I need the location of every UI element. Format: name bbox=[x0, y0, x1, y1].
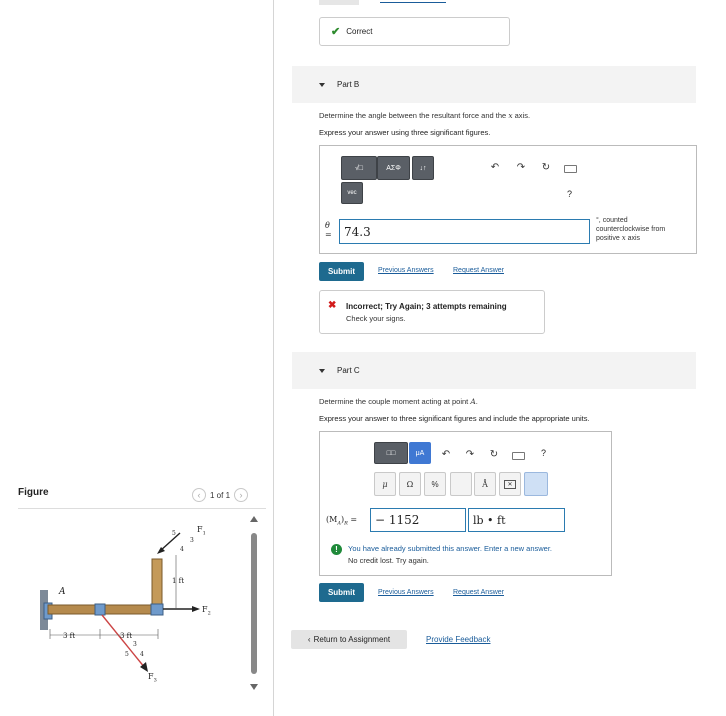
reset-icon[interactable]: ↻ bbox=[541, 161, 551, 173]
resubmit-notice: You have already submitted this answer. Enter a new answer. No credit lost. Try again. bbox=[348, 544, 553, 565]
label-f1: $F_1$ bbox=[197, 525, 206, 537]
templates-button[interactable]: □□ bbox=[374, 442, 408, 464]
part-c-title: Part C bbox=[337, 366, 360, 375]
mu-button[interactable]: μ bbox=[374, 472, 396, 496]
label-f2: $F_2$ bbox=[202, 605, 211, 617]
moment-value-input[interactable]: − 1152 bbox=[370, 508, 466, 532]
middle-joint bbox=[95, 604, 105, 615]
figure-title: Figure bbox=[18, 487, 49, 498]
chevron-left-icon[interactable]: ‹ bbox=[192, 488, 206, 502]
x-mark-icon: ✖ bbox=[328, 300, 337, 311]
check-icon: ✔ bbox=[331, 26, 341, 38]
undo-icon[interactable]: ↶ bbox=[441, 448, 451, 460]
theta-label: θ = bbox=[325, 221, 332, 239]
cut-off-button bbox=[319, 0, 359, 5]
moment-unit-input[interactable]: lb • ft bbox=[468, 508, 565, 532]
incorrect-detail: Check your signs. bbox=[346, 314, 406, 323]
figure-scrollbar[interactable] bbox=[251, 533, 257, 674]
scroll-up-icon[interactable] bbox=[250, 516, 258, 522]
f1-arrow-line bbox=[160, 533, 180, 551]
delete-button[interactable]: ✕ bbox=[499, 472, 521, 496]
chevron-left-icon: ‹ bbox=[307, 635, 311, 644]
mechanics-figure bbox=[20, 525, 250, 690]
f3-arrow-line bbox=[102, 615, 145, 668]
label-dim-1ft: 1 ft bbox=[172, 577, 185, 585]
label-f3: $F_3$ bbox=[148, 672, 157, 684]
ohm-button[interactable]: Ω bbox=[399, 472, 421, 496]
scroll-down-icon[interactable] bbox=[250, 684, 258, 690]
redo-icon[interactable]: ↷ bbox=[516, 161, 526, 173]
templates-button[interactable]: √□ bbox=[341, 156, 377, 180]
part-c-submit-button[interactable]: Submit bbox=[319, 583, 364, 602]
figure-divider bbox=[18, 508, 266, 509]
label-dim-3ft-b: 3 ft bbox=[120, 632, 133, 640]
part-b-request-answer-link[interactable]: Request Answer bbox=[453, 267, 504, 274]
part-b-header[interactable] bbox=[292, 66, 696, 103]
part-b-instruction: Express your answer using three significant figures. bbox=[319, 128, 491, 137]
f1-triangle-5: 5 bbox=[172, 530, 176, 537]
part-b-previous-answers-link[interactable]: Previous Answers bbox=[378, 267, 434, 274]
corner-joint bbox=[151, 604, 163, 615]
incorrect-feedback bbox=[319, 290, 545, 334]
part-c-header[interactable] bbox=[292, 352, 696, 389]
arrows-button[interactable]: ↓↑ bbox=[412, 156, 434, 180]
blank-button[interactable] bbox=[450, 472, 472, 496]
vector-button[interactable]: vec bbox=[341, 182, 363, 204]
label-point-a: A bbox=[59, 587, 66, 597]
part-b-submit-button[interactable]: Submit bbox=[319, 262, 364, 281]
chevron-right-icon[interactable]: › bbox=[234, 488, 248, 502]
exclamation-icon: ! bbox=[331, 544, 342, 555]
keyboard-icon[interactable] bbox=[512, 452, 525, 460]
figure-pager bbox=[192, 488, 248, 502]
pager-text: 1 of 1 bbox=[210, 490, 231, 500]
cut-off-link bbox=[380, 0, 446, 3]
part-b-title: Part B bbox=[337, 80, 360, 89]
keyboard-icon[interactable] bbox=[564, 165, 577, 173]
return-to-assignment-button[interactable]: ‹ Return to Assignment bbox=[291, 630, 407, 649]
angstrom-button[interactable]: Å bbox=[474, 472, 496, 496]
f1-triangle-4: 4 bbox=[180, 546, 184, 553]
collapse-icon bbox=[319, 83, 325, 87]
keyboard-toggle-button[interactable] bbox=[524, 472, 548, 496]
part-c-question: Determine the couple moment acting at point A. bbox=[319, 397, 478, 406]
f3-triangle-3: 3 bbox=[133, 641, 137, 648]
redo-icon[interactable]: ↷ bbox=[465, 448, 475, 460]
label-dim-3ft-a: 3 ft bbox=[63, 632, 76, 640]
part-c-instruction: Express your answer to three significant figures and include the appropriate units. bbox=[319, 414, 590, 423]
percent-button[interactable]: % bbox=[424, 472, 446, 496]
greek-button[interactable]: ΑΣΦ bbox=[377, 156, 410, 180]
incorrect-title: Incorrect; Try Again; 3 attempts remaining bbox=[346, 302, 507, 311]
help-icon[interactable]: ? bbox=[567, 189, 573, 199]
angle-unit-description: °, counted counterclockwise from positive x axis bbox=[596, 217, 666, 242]
units-button[interactable]: μA bbox=[409, 442, 431, 464]
help-icon[interactable]: ? bbox=[541, 448, 547, 458]
f3-triangle-4: 4 bbox=[140, 651, 144, 658]
f2-arrowhead bbox=[192, 606, 200, 612]
correct-feedback bbox=[319, 17, 510, 46]
panel-divider bbox=[273, 0, 274, 716]
collapse-icon bbox=[319, 369, 325, 373]
undo-icon[interactable]: ↶ bbox=[490, 161, 500, 173]
correct-text: Correct bbox=[346, 27, 373, 36]
f3-triangle-5: 5 bbox=[125, 651, 129, 658]
reset-icon[interactable]: ↻ bbox=[489, 448, 499, 460]
part-b-question: Determine the angle between the resultant force and the x axis. bbox=[319, 111, 531, 120]
angle-answer-input[interactable]: 74.3 bbox=[339, 219, 590, 244]
part-c-previous-answers-link[interactable]: Previous Answers bbox=[378, 589, 434, 596]
moment-label: $(M_A)_R$ = bbox=[326, 515, 358, 527]
provide-feedback-link[interactable]: Provide Feedback bbox=[426, 635, 491, 644]
part-c-request-answer-link[interactable]: Request Answer bbox=[453, 589, 504, 596]
f1-triangle-3: 3 bbox=[190, 537, 194, 544]
